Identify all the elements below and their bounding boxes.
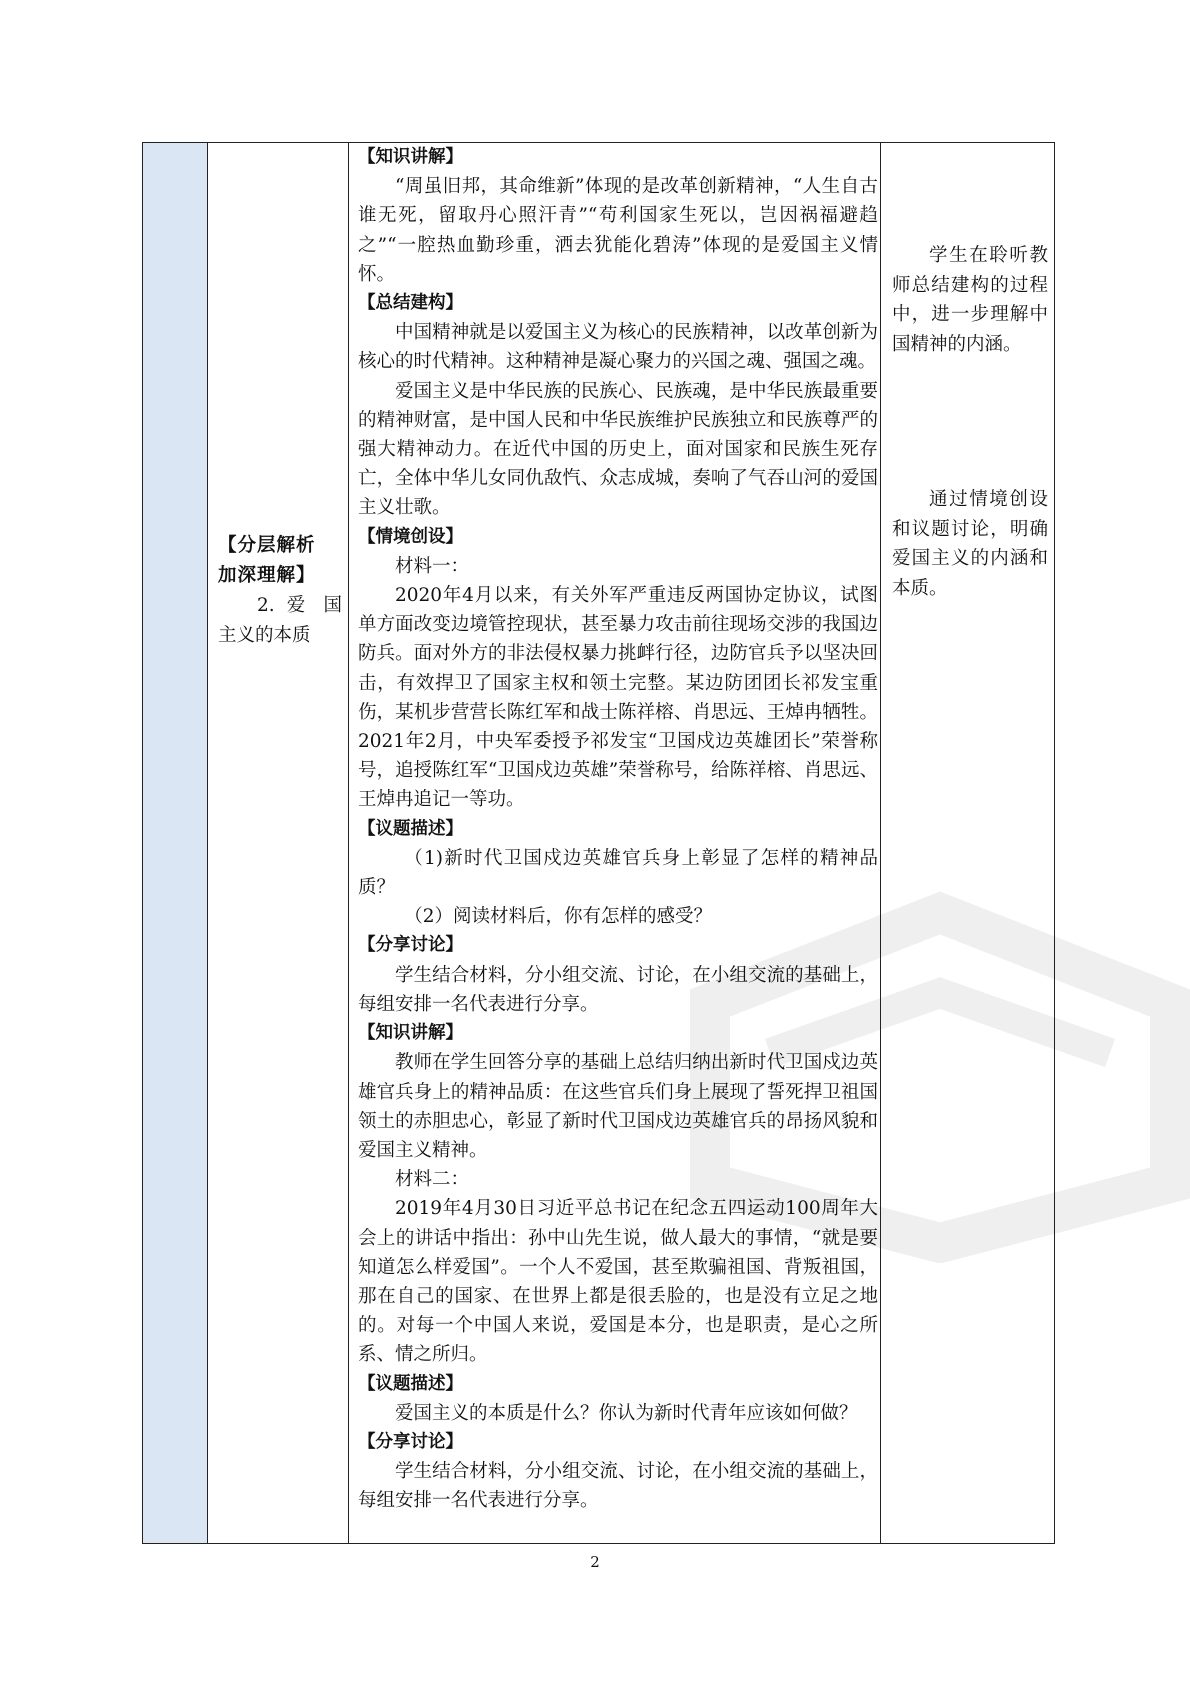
- content-paragraph: 学生结合材料，分小组交流、讨论，在小组交流的基础上，每组安排一名代表进行分享。: [358, 964, 878, 1015]
- section-heading: 【分享讨论】: [358, 935, 463, 956]
- stage-subtitle: 2. 爱 国 主义的本质: [218, 595, 342, 646]
- content-column: [350, 143, 880, 1543]
- student-activity-column: [882, 143, 1056, 1543]
- stage-column: [209, 143, 348, 1543]
- stage-title-line2: 加深理解】: [218, 565, 316, 586]
- content-paragraph: 学生结合材料，分小组交流、讨论，在小组交流的基础上，每组安排一名代表进行分享。: [358, 1461, 878, 1512]
- column-divider: [207, 143, 208, 1543]
- content-paragraph: 爱国主义的本质是什么？你认为新时代青年应该如何做？: [395, 1402, 858, 1424]
- content-paragraph: 中国精神就是以爱国主义为核心的民族精神，以改革创新为核心的时代精神。这种精神是凝心聚力的兴国之魂、强国之魂。: [358, 322, 878, 373]
- teaching-content: [358, 143, 878, 1516]
- section-heading: 【情境创设】: [358, 526, 463, 547]
- content-paragraph: 2019年4月30日习近平总书记在纪念五四运动100周年大会上的讲话中指出：孙中山先生说，做人最大的事情，“就是要知道怎么样爱国”。一个人不爱国，甚至欺骗祖国、背叛祖国，那在自己的国家、在世界上都是很丢脸的，也是没有立足之地的。对每一个中国人来说，爱国是本分，也是职责，是心之所系、情之所归。: [358, 1198, 878, 1366]
- stage-title-line1: 【分层解析: [218, 535, 316, 556]
- content-paragraph: 材料二：: [395, 1169, 470, 1191]
- column-divider: [348, 143, 349, 1543]
- shaded-column: [143, 143, 207, 1543]
- section-heading: 【分享讨论】: [358, 1431, 463, 1452]
- section-heading: 【议题描述】: [358, 818, 463, 839]
- lesson-table: [142, 142, 1055, 1544]
- content-paragraph: 材料一：: [395, 555, 470, 577]
- stage-cell: [218, 531, 342, 651]
- section-heading: 【议题描述】: [358, 1373, 463, 1394]
- content-paragraph: （1)新时代卫国戍边英雄官兵身上彰显了怎样的精神品质？: [358, 847, 878, 899]
- section-heading: 【知识讲解】: [358, 1023, 463, 1044]
- column-divider: [880, 143, 881, 1543]
- content-paragraph: 爱国主义是中华民族的民族心、民族魂，是中华民族最重要的精神财富，是中国人民和中华民族维护民族独立和民族尊严的强大精神动力。在近代中国的历史上，面对国家和民族生死存亡，全体中华儿女同仇敌忾、众志成城，奏响了气吞山河的爱国主义壮歌。: [358, 380, 878, 519]
- page-number: 2: [590, 1553, 600, 1571]
- content-paragraph: “周虽旧邦，其命维新”体现的是改革创新精神，“人生自古谁无死，留取丹心照汗青”“苟利国家生死以，岂因祸福避趋之”“一腔热血勤珍重，洒去犹能化碧涛”体现的是爱国主义情怀。: [358, 176, 878, 285]
- section-heading: 【总结建构】: [358, 293, 463, 314]
- content-paragraph: 2020年4月以来，有关外军严重违反两国协定协议，试图单方面改变边境管控现状，甚至暴力攻击前往现场交涉的我国边防兵。面对外方的非法侵权暴力挑衅行径，边防官兵予以坚决回击，有效捍卫了国家主权和领土完整。某边防团团长祁发宝重伤，某机步营营长陈红军和战士陈祥榕、肖思远、王焯冉牺牲。2021年2月，中央军委授予祁发宝“卫国戍边英雄团长”荣誉称号，追授陈红军“卫国戍边英雄”荣誉称号，给陈祥榕、肖思远、王焯冉追记一等功。: [358, 585, 878, 811]
- section-heading: 【知识讲解】: [358, 147, 463, 167]
- student-note-1: 学生在聆听教师总结建构的过程中，进一步理解中国精神的内涵。: [892, 245, 1048, 355]
- content-paragraph: 教师在学生回答分享的基础上总结归纳出新时代卫国戍边英雄官兵身上的精神品质：在这些官兵们身上展现了誓死捍卫祖国领土的赤胆忠心，彰显了新时代卫国戍边英雄官兵的昂扬风貌和爱国主义精神。: [358, 1052, 878, 1161]
- content-paragraph: （2）阅读材料后，你有怎样的感受？: [404, 906, 713, 928]
- student-note-2: 通过情境创设和议题讨论，明确爱国主义的内涵和本质。: [892, 489, 1048, 599]
